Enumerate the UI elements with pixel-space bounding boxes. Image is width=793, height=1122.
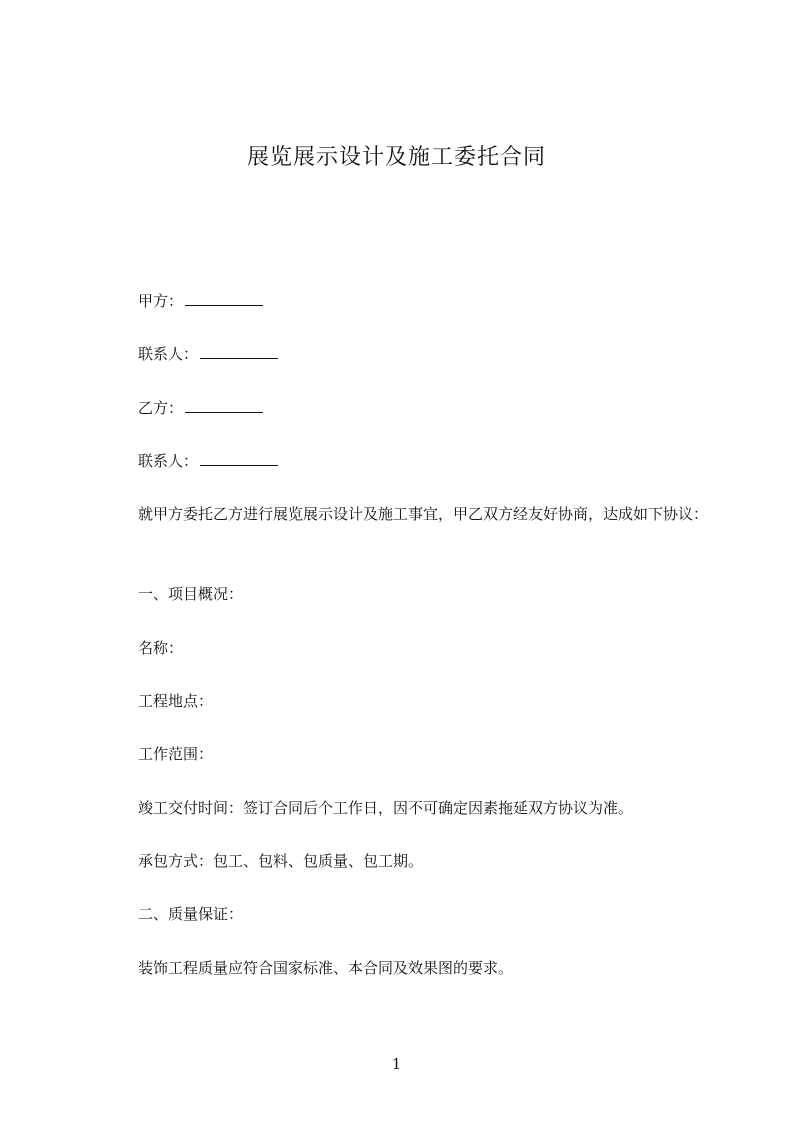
party-b-contact-label: 联系人：: [138, 452, 199, 470]
completion-text: 竣工交付时间：签订合同后个工作日，因不可确定因素拖延双方协议为准。: [138, 799, 634, 817]
name-label: 名称：: [138, 639, 184, 657]
document-title: 展览展示设计及施工委托合同: [246, 145, 546, 170]
party-a-contact-line: [138, 344, 278, 364]
quality-text: 装饰工程质量应符合国家标准、本合同及效果图的要求。: [138, 959, 514, 977]
party-b-label: 乙方：: [138, 399, 184, 417]
party-b-contact-line: [138, 451, 278, 471]
site-label: 工程地点：: [138, 692, 214, 710]
section1-heading: 一、项目概况：: [138, 585, 244, 603]
party-b-blank: [185, 398, 263, 413]
party-b-line: [138, 398, 263, 418]
contract-mode-text: 承包方式：包工、包料、包质量、包工期。: [138, 852, 424, 870]
page-number: 1: [391, 1055, 402, 1073]
party-a-contact-blank: [200, 344, 278, 359]
section2-heading: 二、质量保证：: [138, 905, 244, 923]
scope-label: 工作范围：: [138, 745, 214, 763]
party-a-label: 甲方：: [138, 292, 184, 310]
party-a-blank: [185, 291, 263, 306]
party-a-line: [138, 291, 263, 311]
intro-paragraph: 就甲方委托乙方进行展览展示设计及施工事宜，甲乙双方经友好协商，达成如下协议：: [138, 505, 709, 523]
party-a-contact-label: 联系人：: [138, 345, 199, 363]
party-b-contact-blank: [200, 451, 278, 466]
